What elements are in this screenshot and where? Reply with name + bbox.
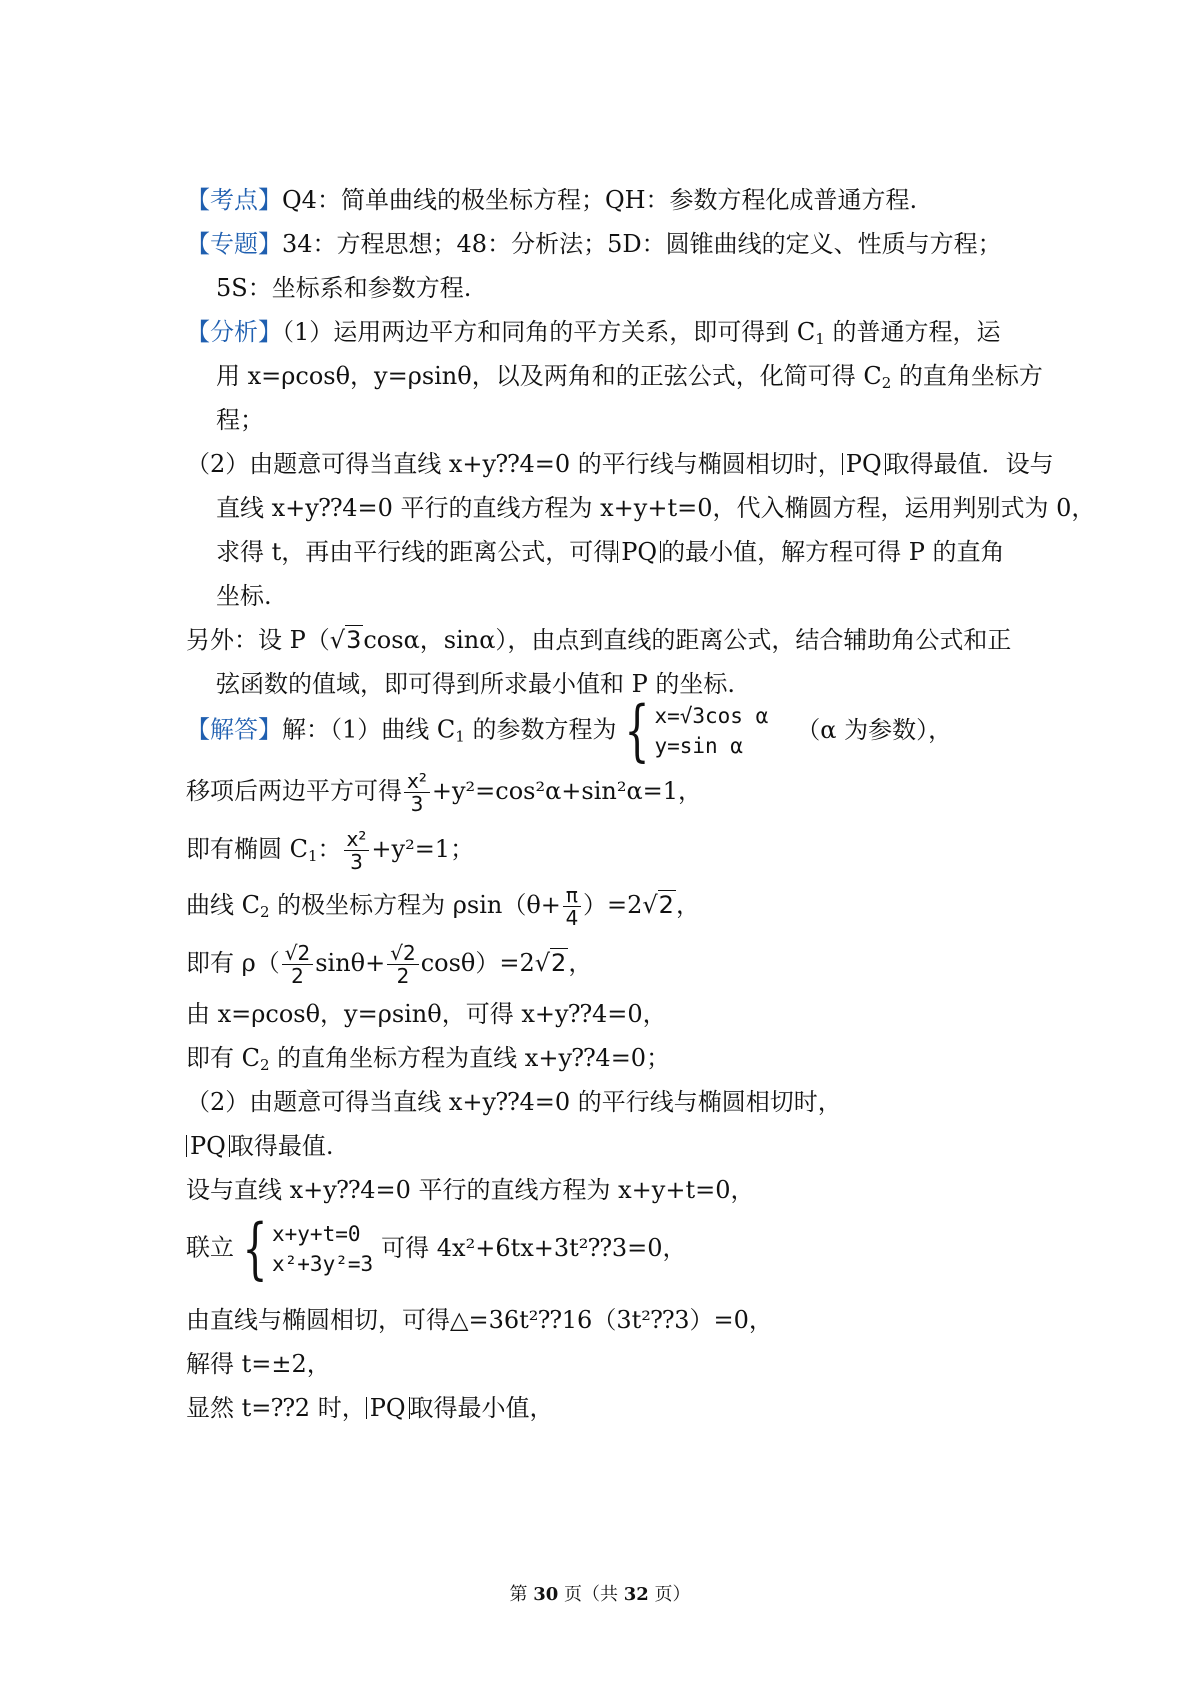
sqrt-radicand: 3 — [346, 626, 362, 654]
jieda-text: 即有 C — [186, 1044, 260, 1072]
jieda-line-11 — [186, 1210, 687, 1287]
jieda-text: ）=2 — [582, 891, 643, 919]
sqrt-expression: √2 — [642, 891, 674, 919]
page-footer — [0, 1580, 1200, 1606]
jieda-text: +y²=1； — [371, 835, 475, 863]
jieda-text: 的参数方程为 — [464, 715, 617, 744]
fraction-numerator: x² — [404, 770, 430, 793]
fenxi-text: 直线 x+y⁇4=0 平行的直线方程为 x+y+t=0，代入椭圆方程，运用判别式为 0， — [216, 494, 1096, 522]
page-number: 30 — [533, 1584, 559, 1605]
jieda-text: 取得最值. — [229, 1132, 334, 1160]
jieda-line-7 — [186, 1041, 670, 1082]
jieda-line-10 — [186, 1173, 755, 1207]
jieda-text: （α 为参数）， — [796, 715, 953, 744]
jieda-text: 的极坐标方程为 ρsin（θ+ — [269, 891, 561, 919]
footer-text: 第 — [509, 1584, 534, 1605]
jieda-line-5 — [186, 942, 592, 987]
system-rows — [654, 701, 768, 761]
jieda-text: 由 x=ρcosθ，y=ρsinθ，可得 x+y⁇4=0， — [186, 1000, 667, 1028]
fenxi-text: 弦函数的值域，即可得到所求最小值和 P 的坐标. — [216, 670, 736, 698]
jieda-line-2 — [186, 770, 702, 815]
simultaneous-system — [234, 1210, 374, 1287]
jieda-tag: 【解答】 — [186, 715, 282, 744]
kaodian-text: Q4：简单曲线的极坐标方程；QH：参数方程化成普通方程. — [282, 186, 918, 214]
jieda-text: 取得最小值， — [409, 1394, 554, 1422]
subscript: 2 — [260, 903, 270, 921]
subscript: 2 — [260, 1056, 270, 1074]
fraction-denominator: 3 — [410, 792, 424, 816]
fenxi-line-1 — [186, 315, 1000, 356]
fraction-numerator: π — [563, 884, 581, 907]
jieda-text: 移项后两边平方可得 — [186, 777, 402, 805]
left-brace-icon: { — [242, 1210, 268, 1287]
sqrt-expression: √3 — [329, 626, 362, 654]
system-row: x+y+t=0 — [272, 1222, 361, 1246]
fenxi-text: 的普通方程，运 — [824, 318, 1001, 346]
fenxi-part3-line-1 — [186, 623, 1011, 657]
zhuanti-text-2: 5S：坐标系和参数方程. — [216, 274, 472, 302]
fenxi-tag: 【分析】 — [186, 318, 282, 346]
footer-text: 页） — [648, 1584, 691, 1605]
subscript: 1 — [455, 727, 465, 746]
jieda-line-6 — [186, 997, 667, 1031]
fenxi-text: 的最小值，解方程可得 P 的直角 — [661, 538, 1005, 566]
abs-pq: PQ — [842, 453, 886, 475]
jieda-text: 由直线与椭圆相切，可得△=36t²⁇16（3t²⁇3）=0， — [186, 1306, 773, 1334]
jieda-text: ， — [568, 949, 593, 977]
jieda-text: 解：（1）曲线 C — [282, 715, 456, 744]
fenxi-line-3 — [216, 403, 264, 437]
left-brace-icon: { — [624, 692, 651, 769]
fraction-denominator: 2 — [291, 964, 304, 988]
abs-pq: PQ — [366, 1397, 410, 1419]
subscript: 1 — [815, 330, 825, 348]
fenxi-text: （2）由题意可得当直线 x+y⁇4=0 的平行线与椭圆相切时， — [186, 450, 842, 478]
system-row: x=√3cos α — [654, 704, 769, 728]
fenxi-text: （1）运用两边平方和同角的平方关系，即可得到 C — [282, 318, 816, 346]
jieda-text: 设与直线 x+y⁇4=0 平行的直线方程为 x+y+t=0， — [186, 1176, 755, 1204]
fenxi-part2-line-2 — [216, 491, 1095, 525]
zhuanti-line-1 — [186, 227, 1002, 261]
kaodian-line — [186, 183, 917, 217]
footer-text: 页（共 — [558, 1584, 624, 1605]
kaodian-tag: 【考点】 — [186, 186, 282, 214]
fenxi-part2-line-4 — [216, 579, 272, 613]
jieda-line-14 — [186, 1391, 554, 1425]
fenxi-text: 求得 t，再由平行线的距离公式，可得 — [216, 538, 618, 566]
fraction — [387, 942, 418, 987]
jieda-line-8 — [186, 1085, 842, 1119]
jieda-line-12 — [186, 1303, 773, 1337]
fraction-denominator: 4 — [565, 906, 579, 930]
fenxi-part3-line-2 — [216, 667, 735, 701]
jieda-text: +y²=cos²α+sin²α=1， — [431, 777, 703, 805]
fenxi-text: 坐标. — [216, 582, 272, 610]
total-pages: 32 — [623, 1584, 649, 1605]
jieda-line-3 — [186, 828, 474, 873]
fenxi-part2-line-3 — [216, 535, 1005, 569]
sqrt-radicand: 2 — [658, 891, 674, 919]
abs-pq: PQ — [617, 541, 661, 563]
parametric-system — [616, 692, 769, 769]
fraction-numerator: √2 — [282, 942, 313, 965]
jieda-text: （2）由题意可得当直线 x+y⁇4=0 的平行线与椭圆相切时， — [186, 1088, 842, 1116]
jieda-text: ， — [675, 891, 700, 919]
subscript: 1 — [308, 847, 318, 865]
fenxi-text: 取得最值．设与 — [885, 450, 1054, 478]
jieda-line-4 — [186, 884, 700, 929]
jieda-line-1 — [186, 692, 953, 769]
abs-pq: PQ — [186, 1135, 230, 1157]
jieda-text: sinθ+ — [315, 949, 386, 977]
fraction — [563, 884, 581, 929]
fraction-numerator: √2 — [387, 942, 418, 965]
fraction-denominator: 3 — [350, 850, 363, 874]
fraction — [404, 770, 430, 815]
jieda-text: 联立 — [186, 1233, 234, 1262]
fenxi-part2-line-1 — [186, 447, 1054, 481]
system-row: x²+3y²=3 — [272, 1252, 374, 1276]
system-row: y=sin α — [654, 734, 743, 758]
zhuanti-text-1: 34：方程思想；48：分析法；5D：圆锥曲线的定义、性质与方程； — [282, 230, 1002, 258]
jieda-line-13 — [186, 1347, 331, 1381]
fenxi-text: 用 x=ρcosθ，y=ρsinθ，以及两角和的正弦公式，化简可得 C — [216, 362, 882, 390]
jieda-text: ： — [317, 835, 342, 863]
jieda-text: 可得 4x²+6tx+3t²⁇3=0， — [381, 1233, 687, 1262]
subscript: 2 — [881, 374, 892, 392]
jieda-text: cosθ）=2 — [420, 949, 535, 977]
jieda-text: 显然 t=⁇2 时， — [186, 1394, 366, 1422]
jieda-text: 解得 t=±2， — [186, 1350, 331, 1378]
jieda-line-9 — [186, 1129, 333, 1163]
fraction-numerator: x² — [344, 828, 370, 851]
system-rows — [272, 1219, 373, 1279]
fenxi-text: cosα，sinα），由点到直线的距离公式，结合辅助角公式和正 — [363, 626, 1012, 654]
zhuanti-line-2 — [216, 271, 471, 305]
fraction — [344, 828, 370, 873]
sqrt-radicand: 2 — [551, 949, 567, 977]
zhuanti-tag: 【专题】 — [186, 230, 282, 258]
fenxi-text: 另外：设 P（ — [186, 626, 330, 654]
jieda-text: 即有椭圆 C — [186, 835, 308, 863]
fraction — [282, 942, 313, 987]
fenxi-line-2 — [216, 359, 1043, 400]
sqrt-expression: √2 — [534, 949, 567, 977]
fraction-denominator: 2 — [396, 964, 410, 988]
jieda-text: 的直角坐标方程为直线 x+y⁇4=0； — [269, 1044, 671, 1072]
fenxi-text: 程； — [216, 406, 264, 434]
jieda-text: 即有 ρ（ — [186, 949, 280, 977]
jieda-text: 曲线 C — [186, 891, 260, 919]
fenxi-text: 的直角坐标方 — [891, 362, 1043, 390]
